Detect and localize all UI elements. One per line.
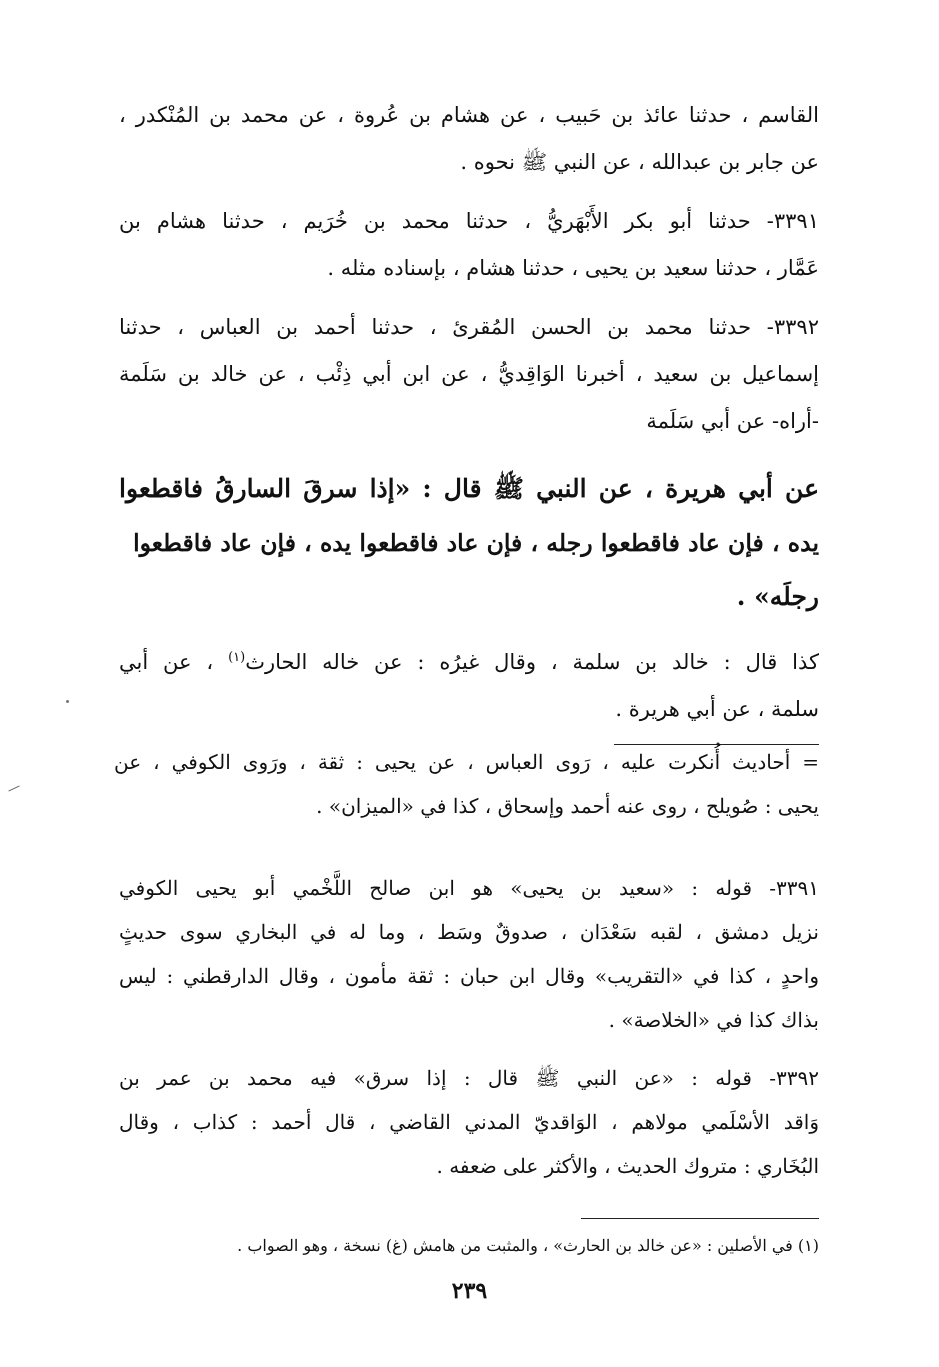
text-line: رجلَه» .: [736, 582, 819, 611]
commentary-3392: [119, 1056, 819, 1188]
footnote-separator: [581, 1218, 819, 1219]
hadith-3391-chain: [119, 198, 819, 292]
footnote: [119, 1232, 819, 1260]
text-line: يده ، فإن عاد فاقطعوا رجله ، فإن عاد فاقطعوا يده ، فإن عاد فاقطعوا: [133, 529, 819, 557]
text-line: ٣٣٩٢- قوله : «عن النبي ﷺ قال : إذا سرق» فيه محمد بن عمر بن: [119, 1066, 819, 1090]
text-line: عن جابر بن عبدالله ، عن النبي ﷺ نحوه .: [460, 150, 819, 174]
footnote-marker: (١): [228, 650, 246, 665]
text-line: [119, 634, 819, 686]
text-line: ٣٣٩١- حدثنا أبو بكر الأَبْهَريُّ ، حدثنا محمد بن خُرَيم ، حدثنا هشام بن: [119, 209, 819, 233]
note-text-end: ، عن أبي: [119, 650, 229, 674]
text-line: ٣٣٩٢- حدثنا محمد بن الحسن المُقرئ ، حدثنا أحمد بن العباس ، حدثنا: [119, 315, 819, 339]
text-line: سلمة ، عن أبي هريرة .: [615, 697, 819, 721]
text-line: بذاك كذا في «الخلاصة» .: [608, 1008, 819, 1032]
scan-mark: [8, 786, 19, 792]
main-continuation: [119, 92, 819, 186]
hadith-text: [119, 462, 819, 624]
text-line: يحيى : صُويلح ، روى عنه أحمد وإسحاق ، كذا في «الميزان» .: [316, 794, 819, 818]
text-line: واحدٍ ، كذا في «التقريب» وقال ابن حبان : ثقة مأمون ، وقال الدارقطني : ليس: [119, 964, 819, 988]
text-line: عَمَّار ، حدثنا سعيد بن يحيى ، حدثنا هشام ، بإسناده مثله .: [327, 256, 819, 280]
hadith-3392-chain: [119, 304, 819, 445]
scan-speck: [66, 700, 69, 703]
text-line: عن أبي هريرة ، عن النبي ﷺ قال : «إذا سرقَ السارقُ فاقطعوا: [119, 474, 819, 503]
author-note: [119, 634, 819, 733]
commentary-continuation: [114, 740, 819, 828]
note-text: كذا قال : خالد بن سلمة ، وقال غيرُه : عن خاله الحارث: [245, 650, 819, 674]
text-line: -أراه- عن أبي سَلَمة: [646, 409, 819, 433]
text-line: ٣٣٩١- قوله : «سعيد بن يحيى» هو ابن صالح اللَّخْمي أبو يحيى الكوفي: [119, 876, 819, 900]
text-line: وَاقد الأسْلَمي مولاهم ، الوَاقديّ المدني القاضي ، قال أحمد : كذاب ، وقال: [119, 1110, 819, 1134]
text-line: = أحاديث أُنكرت عليه ، رَوى العباس ، عن يحيى : ثقة ، ورَوى الكوفي ، عن: [114, 750, 819, 774]
commentary-3391: [119, 866, 819, 1042]
footnote-text: (١) في الأصلين : «عن خالد بن الحارث» ، والمثبت من هامش (غ) نسخة ، وهو الصواب .: [237, 1236, 819, 1255]
text-line: نزيل دمشق ، لقبه سَعْدَان ، صدوقٌ وسَط ، وما له في البخاري سوى حديثٍ: [119, 920, 819, 944]
text-line: القاسم ، حدثنا عائذ بن حَبيب ، عن هشام بن عُروة ، عن محمد بن المُنْكدر ،: [119, 103, 819, 127]
text-line: إسماعيل بن سعيد ، أخبرنا الوَاقِديُّ ، عن ابن أبي ذِئْب ، عن خالد بن سَلَمة: [119, 362, 819, 386]
page-number: ٢٣٩: [451, 1278, 488, 1304]
text-line: البُخَاري : متروك الحديث ، والأكثر على ضعفه .: [436, 1154, 819, 1178]
